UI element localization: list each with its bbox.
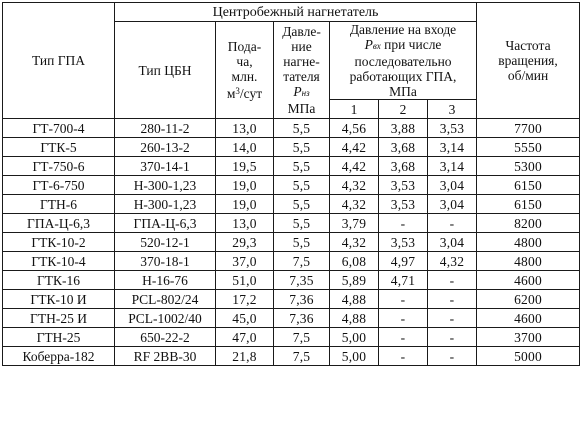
cell-inlet-pressure-1: 4,32 [330,233,379,252]
cell-rotation-speed: 3700 [477,328,580,347]
header-inlet-unit: МПа [389,84,417,99]
cell-inlet-pressure-1: 5,00 [330,347,379,366]
header-flow-unit [227,86,262,101]
cell-flow-rate: 14,0 [216,138,274,157]
cell-cbn-type: 520-12-1 [115,233,216,252]
cell-inlet-pressure-3: 3,04 [428,195,477,214]
cell-inlet-pressure-3: - [428,347,477,366]
gpa-parameters-table [2,2,580,366]
cell-flow-rate: 17,2 [216,290,274,309]
header-inlet-count-1: 1 [330,100,379,119]
cell-inlet-pressure-3: - [428,214,477,233]
cell-rotation-speed: 5000 [477,347,580,366]
header-pressure-line4: тателя [283,69,320,84]
cell-rotation-speed: 6200 [477,290,580,309]
cell-discharge-pressure: 7,36 [274,290,330,309]
cell-gpa-type: ГТК-10 И [3,290,115,309]
header-rotation-speed [477,3,580,119]
cell-rotation-speed: 7700 [477,119,580,138]
header-pressure-line3: нагне- [283,54,320,69]
cell-flow-rate: 13,0 [216,119,274,138]
cell-flow-rate: 19,5 [216,157,274,176]
cell-inlet-pressure-3: - [428,271,477,290]
cell-cbn-type: Н-16-76 [115,271,216,290]
cell-flow-rate: 19,0 [216,195,274,214]
cell-gpa-type: ГТН-25 И [3,309,115,328]
table-row [3,347,580,366]
header-pressure-symbol-sub: нз [301,88,310,98]
cell-discharge-pressure: 5,5 [274,119,330,138]
cell-flow-rate: 51,0 [216,271,274,290]
header-flow-line1: Пода- [227,39,262,54]
cell-inlet-pressure-3: 3,14 [428,157,477,176]
table-row [3,138,580,157]
cell-gpa-type: ГТН-6 [3,195,115,214]
cell-discharge-pressure: 5,5 [274,176,330,195]
table-row [3,233,580,252]
cell-discharge-pressure: 5,5 [274,233,330,252]
cell-inlet-pressure-2: 3,68 [379,138,428,157]
cell-discharge-pressure: 7,5 [274,252,330,271]
cell-rotation-speed: 4800 [477,233,580,252]
header-rotation-speed-line1: Частота [505,38,551,53]
cell-discharge-pressure: 7,5 [274,347,330,366]
cell-inlet-pressure-2: 3,68 [379,157,428,176]
cell-flow-rate: 21,8 [216,347,274,366]
cell-inlet-pressure-1: 4,88 [330,290,379,309]
header-flow-unit-exp: 3 [235,86,240,96]
cell-inlet-pressure-3: - [428,309,477,328]
header-inlet-count-3: 3 [428,100,477,119]
cell-inlet-pressure-1: 5,00 [330,328,379,347]
cell-inlet-pressure-2: - [379,347,428,366]
table-row [3,195,580,214]
cell-inlet-pressure-2: - [379,328,428,347]
header-flow-unit-per-day: /сут [239,86,263,101]
cell-gpa-type: Коберра-182 [3,347,115,366]
cell-discharge-pressure: 5,5 [274,157,330,176]
cell-gpa-type: ГТК-16 [3,271,115,290]
header-cbn-type: Тип ЦБН [115,22,216,119]
cell-gpa-type: ГТК-5 [3,138,115,157]
cell-inlet-pressure-2: - [379,309,428,328]
header-inlet-line4: работающих ГПА, [349,69,457,84]
header-pressure-unit: МПа [287,101,316,116]
cell-inlet-pressure-3: - [428,328,477,347]
cell-inlet-pressure-2: - [379,214,428,233]
table-row [3,290,580,309]
cell-cbn-type: RF 2BB-30 [115,347,216,366]
header-discharge-pressure [274,22,330,119]
cell-gpa-type: ГТ-6-750 [3,176,115,195]
cell-inlet-pressure-2: - [379,290,428,309]
header-flow-line3: млн. [231,69,258,84]
cell-flow-rate: 37,0 [216,252,274,271]
cell-inlet-pressure-3: - [428,290,477,309]
cell-gpa-type: ГПА-Ц-6,3 [3,214,115,233]
cell-flow-rate: 47,0 [216,328,274,347]
cell-discharge-pressure: 7,5 [274,328,330,347]
header-inlet-symbol-p: P [364,37,373,52]
cell-inlet-pressure-3: 4,32 [428,252,477,271]
cell-rotation-speed: 4800 [477,252,580,271]
table-row [3,157,580,176]
cell-flow-rate: 13,0 [216,214,274,233]
cell-rotation-speed: 8200 [477,214,580,233]
cell-inlet-pressure-2: 3,53 [379,195,428,214]
cell-cbn-type: PCL-802/24 [115,290,216,309]
table-row [3,309,580,328]
header-group-centrifugal-blower: Центробежный нагнетатель [115,3,477,22]
header-rotation-speed-line2: вращения, [498,53,558,68]
cell-inlet-pressure-1: 4,88 [330,309,379,328]
cell-cbn-type: 260-13-2 [115,138,216,157]
header-pressure-symbol-p: P [293,84,302,99]
cell-cbn-type: 280-11-2 [115,119,216,138]
table-row [3,252,580,271]
cell-inlet-pressure-3: 3,14 [428,138,477,157]
cell-gpa-type: ГТК-10-2 [3,233,115,252]
cell-cbn-type: 370-14-1 [115,157,216,176]
table-body [3,119,580,366]
cell-rotation-speed: 5550 [477,138,580,157]
cell-cbn-type: Н-300-1,23 [115,176,216,195]
cell-inlet-pressure-1: 4,32 [330,176,379,195]
header-gpa-type: Тип ГПА [3,3,115,119]
header-pressure-symbol [293,84,309,99]
cell-gpa-type: ГТК-10-4 [3,252,115,271]
header-pressure-line1: Давле- [282,24,321,39]
cell-rotation-speed: 6150 [477,195,580,214]
header-inlet-line2-text: при числе [380,37,442,52]
cell-gpa-type: ГТ-700-4 [3,119,115,138]
cell-inlet-pressure-2: 3,53 [379,233,428,252]
cell-gpa-type: ГТН-25 [3,328,115,347]
cell-inlet-pressure-3: 3,04 [428,176,477,195]
cell-discharge-pressure: 5,5 [274,138,330,157]
table-row [3,119,580,138]
cell-inlet-pressure-1: 4,42 [330,138,379,157]
cell-gpa-type: ГТ-750-6 [3,157,115,176]
cell-flow-rate: 45,0 [216,309,274,328]
cell-inlet-pressure-2: 4,71 [379,271,428,290]
cell-inlet-pressure-1: 4,56 [330,119,379,138]
header-rotation-speed-line3: об/мин [507,68,549,83]
cell-inlet-pressure-2: 3,88 [379,119,428,138]
table-row [3,214,580,233]
header-inlet-pressure [330,22,477,100]
cell-inlet-pressure-2: 3,53 [379,176,428,195]
table-row [3,271,580,290]
header-flow-line2: ча, [236,54,253,69]
header-pressure-line2: ние [291,39,312,54]
header-inlet-symbol-sub: вх [372,41,381,51]
header-flow-rate [216,22,274,119]
cell-flow-rate: 19,0 [216,176,274,195]
cell-inlet-pressure-1: 5,89 [330,271,379,290]
table-container [2,2,579,366]
cell-inlet-pressure-2: 4,97 [379,252,428,271]
table-row [3,328,580,347]
cell-cbn-type: 370-18-1 [115,252,216,271]
cell-inlet-pressure-1: 4,32 [330,195,379,214]
table-row [3,176,580,195]
cell-rotation-speed: 4600 [477,309,580,328]
cell-flow-rate: 29,3 [216,233,274,252]
header-inlet-line3: последовательно [354,54,452,69]
cell-discharge-pressure: 5,5 [274,195,330,214]
cell-inlet-pressure-1: 6,08 [330,252,379,271]
cell-cbn-type: 650-22-2 [115,328,216,347]
cell-inlet-pressure-3: 3,04 [428,233,477,252]
cell-discharge-pressure: 7,35 [274,271,330,290]
cell-discharge-pressure: 7,36 [274,309,330,328]
cell-rotation-speed: 6150 [477,176,580,195]
header-inlet-line1: Давление на входе [349,22,457,37]
cell-rotation-speed: 4600 [477,271,580,290]
cell-discharge-pressure: 5,5 [274,214,330,233]
cell-cbn-type: Н-300-1,23 [115,195,216,214]
header-inlet-line2 [365,37,442,52]
cell-rotation-speed: 5300 [477,157,580,176]
cell-cbn-type: ГПА-Ц-6,3 [115,214,216,233]
cell-cbn-type: PCL-1002/40 [115,309,216,328]
cell-inlet-pressure-1: 4,42 [330,157,379,176]
header-inlet-count-2: 2 [379,100,428,119]
cell-inlet-pressure-1: 3,79 [330,214,379,233]
header-flow-unit-m: м [226,86,236,101]
cell-inlet-pressure-3: 3,53 [428,119,477,138]
